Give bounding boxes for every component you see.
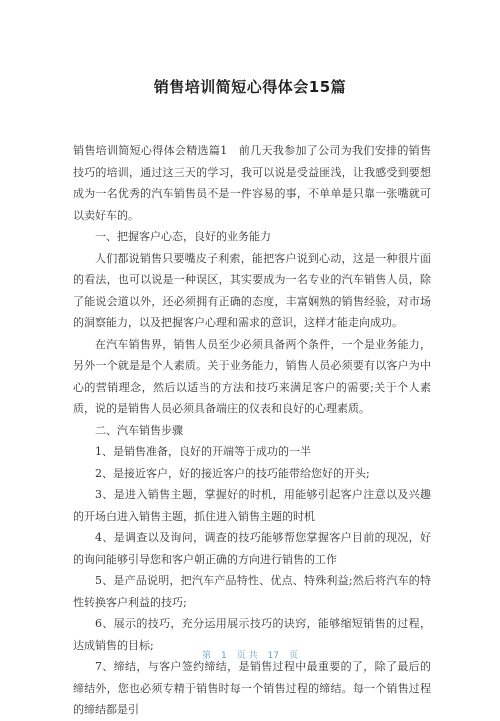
footer-prefix: 第 (201, 651, 211, 661)
footer-middle: 页 共 (236, 651, 258, 661)
list-item: 5、是产品说明，把汽车产品特性、优点、特殊利益;然后将汽车的特性转换客户利益的技巧; (73, 574, 431, 609)
list-item: 6、展示的技巧，充分运用展示技巧的诀窍，能够缩短销售的过程，达成销售的目标; (73, 617, 431, 652)
list-item: 2、是接近客户，好的接近客户的技巧能带给您好的开头; (95, 466, 370, 480)
paragraph: 人们都说销售只要嘴皮子利索，能把客户说到心动，这是一种很片面的看法，也可以说是一种误区，其实要成为一名专业的汽车销售人员，除了能说会道以外，还必须拥有正确的态度，丰富娴熟的销售经验，对市场的洞察能力，以及把握客户心理和需求的意识，这样才能走向成功。 (73, 251, 431, 329)
footer-page-number: 1 (220, 651, 227, 661)
list-item: 7、缔结，与客户签约缔结，是销售过程中最重要的了，除了最后的缔结外，您也必须专精于销售时每一个销售过程的缔结。每一个销售过程的缔结都是引 (73, 660, 431, 716)
list-item: 4、是调查以及询问，调查的技巧能够帮您掌握客户目前的现况，好的询问能够引导您和客户朝正确的方向进行销售的工作 (73, 531, 431, 566)
section-heading-2: 二、汽车销售步骤 (95, 423, 183, 437)
footer-total-pages: 17 (267, 651, 280, 661)
page-number-footer (0, 648, 500, 661)
list-item: 1、是销售准备，良好的开端等于成功的一半 (95, 445, 311, 458)
paragraph: 在汽车销售界，销售人员至少必须具备两个条件，一个是业务能力，另外一个就是是个人素质。关于业务能力，销售人员必须要有以客户为中心的营销理念，然后以适当的方法和技巧来满足客户的需要;关于个人素质，说的是销售人员必须具备端庄的仪表和良好的心理素质。 (73, 337, 431, 415)
paragraph-intro: 销售培训简短心得体会精选篇1 前几天我参加了公司为我们安排的销售技巧的培训，通过这三天的学习，我可以说是受益匪浅，让我感受到要想成为一名优秀的汽车销售员不是一件容易的事，不单单是只靠一张嘴就可以卖好车的。 (73, 144, 431, 222)
document-title: 销售培训简短心得体会15篇 (153, 78, 347, 96)
footer-suffix: 页 (289, 651, 299, 661)
list-item: 3、是进入销售主题，掌握好的时机，用能够引起客户注意以及兴趣的开场白进入销售主题，抓住进入销售主题的时机 (73, 488, 431, 523)
section-heading-1: 一、把握客户心态，良好的业务能力 (95, 230, 271, 243)
document-body (73, 140, 431, 721)
